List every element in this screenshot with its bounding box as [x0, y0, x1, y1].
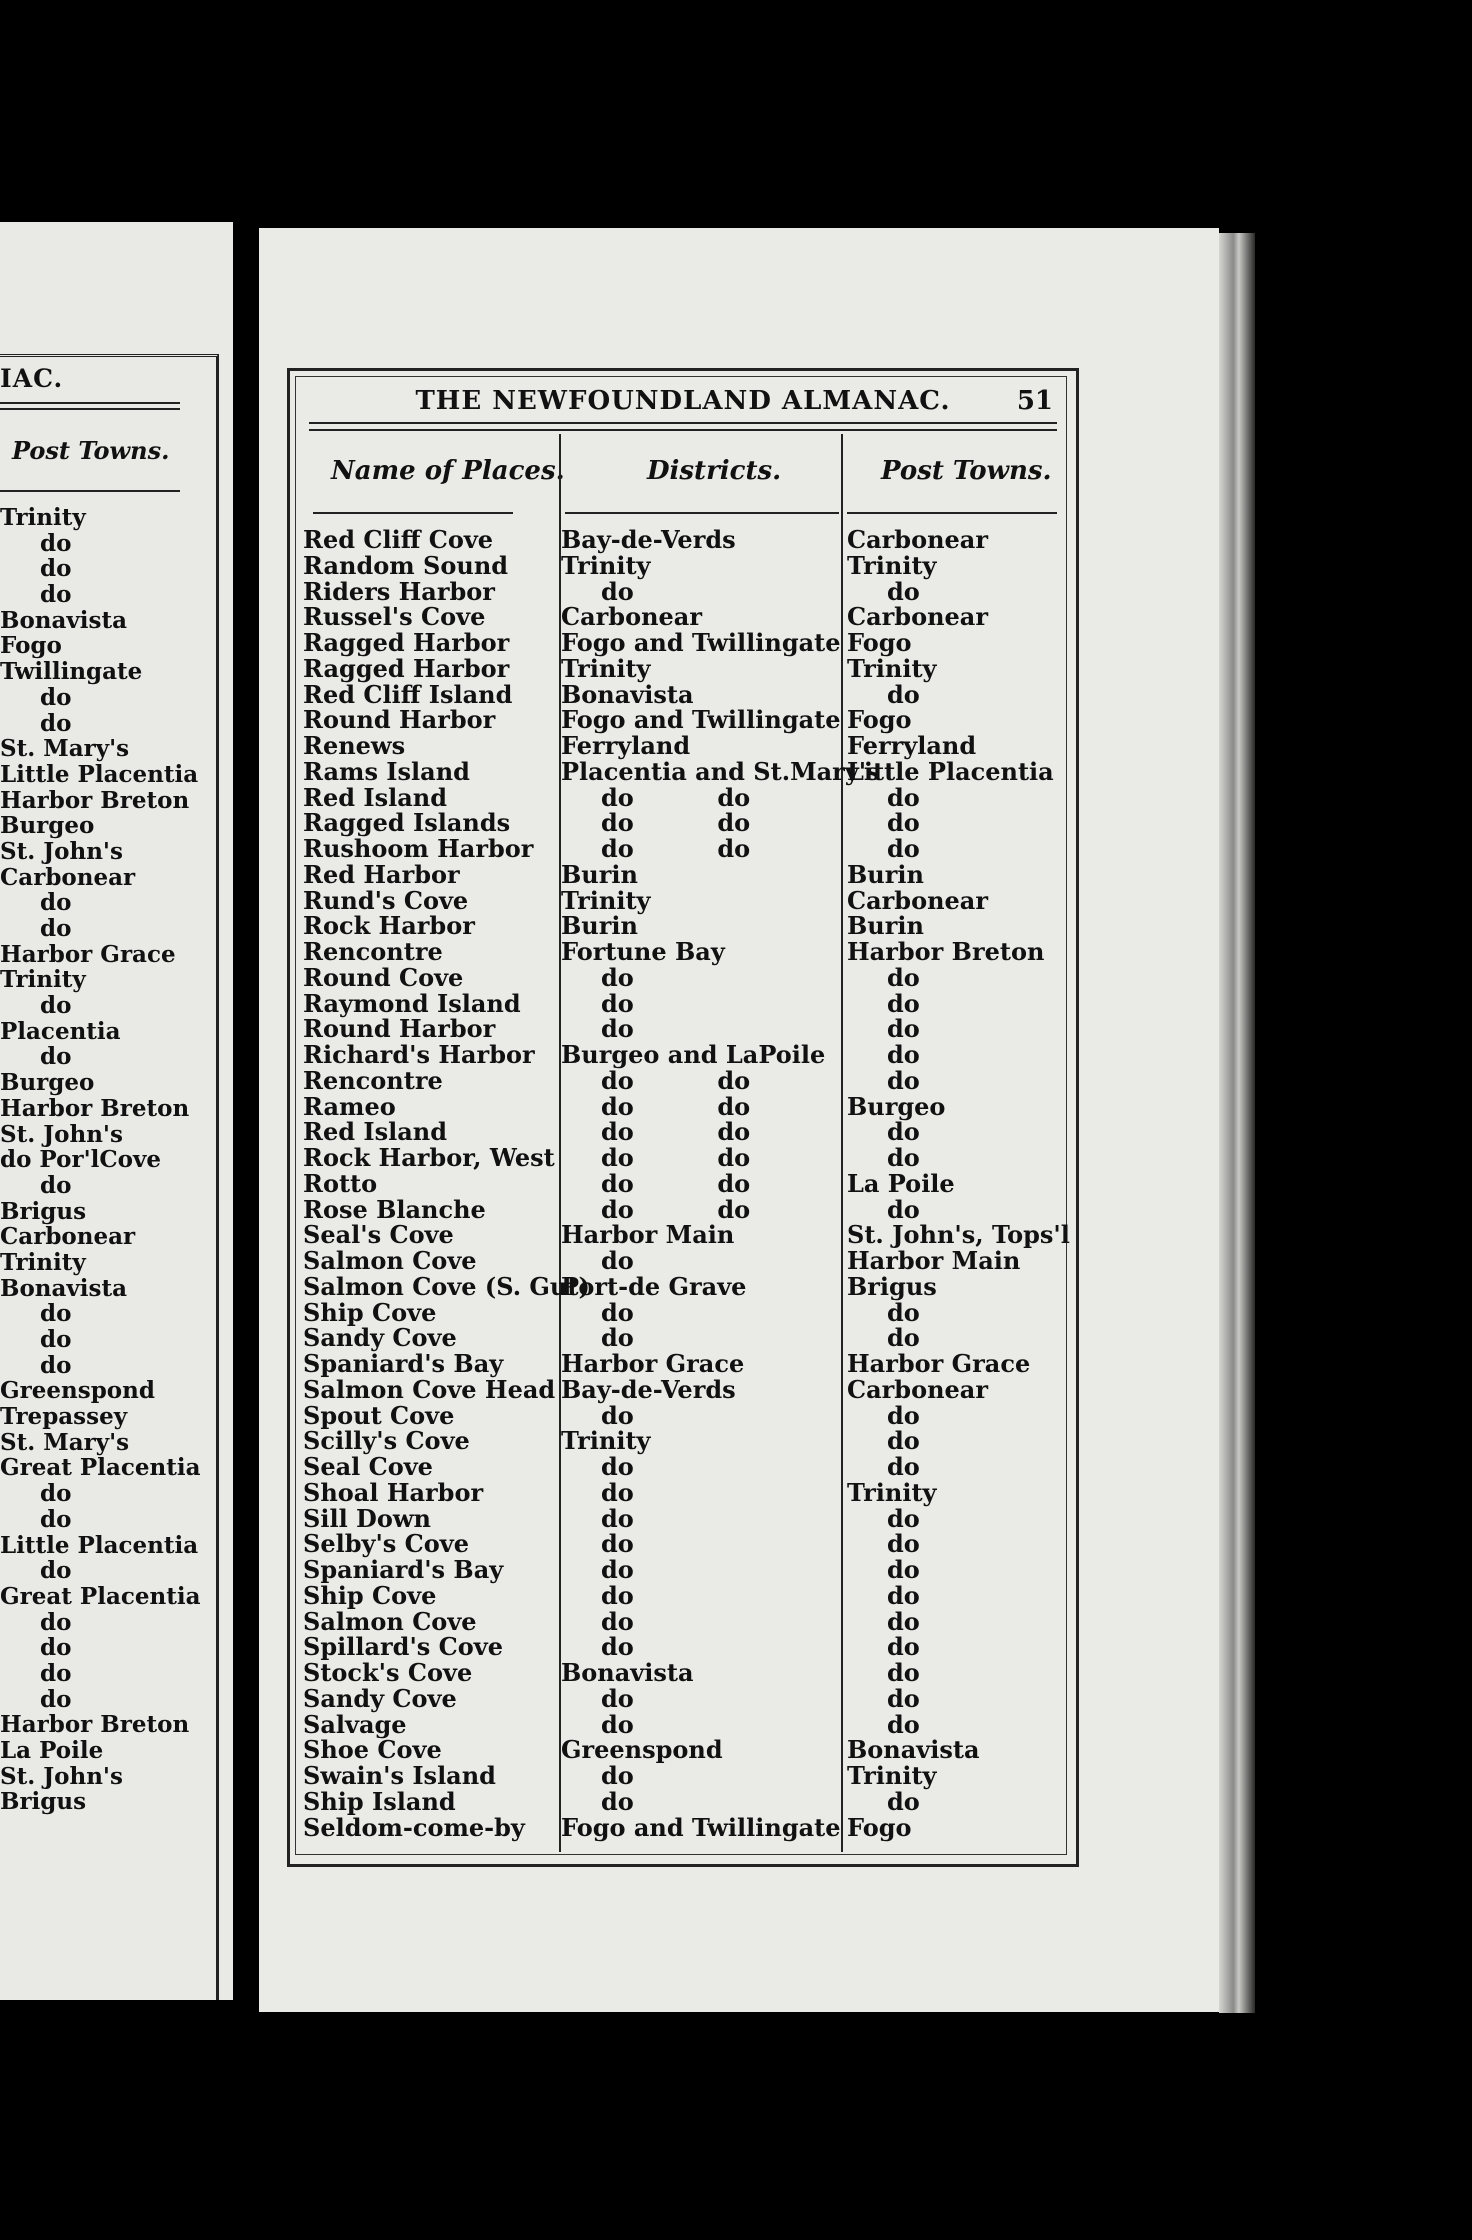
- district-cell: Harbor Grace: [561, 1349, 745, 1378]
- table-row: [303, 939, 1073, 965]
- place-name-cell: Red Island: [303, 1117, 447, 1147]
- post-town-cell: do: [887, 1452, 920, 1481]
- places-table: [303, 527, 1073, 1840]
- previous-page-entry: Harbor Breton: [0, 1711, 190, 1739]
- district-cell: do: [601, 1786, 634, 1816]
- previous-page-entry: do: [40, 1351, 72, 1379]
- previous-page-running-head: IAC.: [0, 364, 64, 393]
- post-town-cell: do: [887, 1400, 920, 1430]
- place-name-cell: Random Sound: [303, 550, 509, 580]
- previous-page-entry: Burgeo: [0, 812, 95, 840]
- district-cell: do: [601, 1683, 634, 1713]
- district-cell: Bonavista: [561, 1658, 694, 1687]
- place-name-cell: Ship Island: [303, 1786, 456, 1816]
- table-row: [303, 527, 1073, 553]
- post-town-cell: St. John's, Tops'l: [847, 1220, 1070, 1250]
- previous-page-entry: do: [40, 1043, 72, 1071]
- district-cell: Bay-de-Verds: [561, 1374, 736, 1404]
- district-cell: do: [601, 576, 634, 606]
- table-row: [303, 604, 1073, 630]
- table-row: [303, 1168, 1073, 1198]
- place-name-cell: Rock Harbor: [303, 911, 475, 941]
- table-row: [303, 1580, 1073, 1610]
- table-row: [303, 810, 1073, 836]
- place-name-cell: Rock Harbor, West: [303, 1143, 555, 1172]
- previous-page-entry: St. Mary's: [0, 1428, 130, 1456]
- post-town-cell: do: [887, 988, 920, 1018]
- post-town-cell: do: [887, 1014, 920, 1044]
- place-name-cell: Round Harbor: [303, 1014, 496, 1044]
- previous-page-entry: Trinity: [0, 966, 86, 994]
- post-town-cell: do: [887, 782, 920, 812]
- district-cell: do: [601, 1761, 634, 1790]
- place-name-cell: Spaniard's Bay: [303, 1555, 504, 1584]
- post-town-cell: Burgeo: [847, 1091, 946, 1121]
- table-row: [303, 1737, 1073, 1763]
- district-cell: do do: [601, 1143, 751, 1172]
- divider: [313, 512, 513, 514]
- district-cell: do: [601, 1014, 634, 1044]
- running-head: [303, 382, 1063, 422]
- district-cell: do: [601, 1400, 634, 1430]
- previous-page-entry: do: [40, 555, 72, 583]
- place-name-cell: Rams Island: [303, 756, 470, 786]
- post-town-cell: Trinity: [847, 653, 937, 683]
- previous-page-entry: do: [40, 1326, 72, 1353]
- previous-page-entry: Brigus: [0, 1197, 87, 1225]
- table-row: [303, 913, 1073, 939]
- post-town-cell: Harbor Main: [847, 1246, 1021, 1275]
- previous-page-entry: Greenspond: [0, 1377, 155, 1405]
- place-name-cell: Ship Cove: [303, 1297, 437, 1327]
- post-town-cell: do: [887, 962, 920, 992]
- post-town-cell: do: [887, 1683, 920, 1713]
- previous-page-entry: Burgeo: [0, 1069, 95, 1097]
- post-town-cell: Fogo: [847, 1812, 912, 1842]
- previous-page-entry: do: [40, 1557, 72, 1585]
- post-town-cell: do: [887, 1065, 920, 1095]
- table-row: [303, 782, 1073, 812]
- place-name-cell: Salmon Cove Head: [303, 1374, 556, 1404]
- district-cell: do do: [601, 1117, 751, 1147]
- district-cell: do: [601, 1555, 634, 1584]
- post-town-cell: Little Placentia: [847, 756, 1054, 786]
- previous-page-entry: do Por'lCove: [0, 1146, 161, 1174]
- previous-page-entry: Little Placentia: [0, 760, 199, 788]
- place-name-cell: Salmon Cove (S. Gut): [303, 1271, 590, 1301]
- district-cell: do do: [601, 1065, 751, 1095]
- previous-page-entry: Great Placentia: [0, 1582, 201, 1610]
- district-cell: do: [601, 1452, 634, 1481]
- previous-page-entry: do: [40, 1659, 72, 1687]
- previous-page-entry: Carbonear: [0, 1223, 136, 1251]
- table-row: [303, 988, 1073, 1018]
- district-cell: Burin: [561, 859, 638, 889]
- table-row: [303, 1065, 1073, 1095]
- district-cell: Burin: [561, 911, 638, 941]
- table-row: [303, 653, 1073, 683]
- district-cell: do: [601, 1632, 634, 1662]
- district-cell: Greenspond: [561, 1735, 723, 1765]
- place-name-cell: Selby's Cove: [303, 1529, 469, 1559]
- district-cell: do do: [601, 782, 751, 812]
- place-name-cell: Rotto: [303, 1168, 378, 1198]
- post-town-cell: Bonavista: [847, 1735, 980, 1765]
- previous-page-entry: St. John's: [0, 837, 123, 865]
- place-name-cell: Rencontre: [303, 1065, 443, 1095]
- post-town-cell: do: [887, 1117, 920, 1147]
- divider: [0, 402, 180, 404]
- table-row: [303, 576, 1073, 606]
- district-cell: do: [601, 1529, 634, 1559]
- district-cell: do: [601, 1297, 634, 1327]
- post-town-cell: Carbonear: [847, 885, 988, 915]
- table-row: [303, 630, 1073, 656]
- previous-page-entry: Trinity: [0, 1248, 86, 1276]
- previous-page-entry: Placentia: [0, 1017, 121, 1045]
- table-row: [303, 1454, 1073, 1480]
- previous-page-entry: Twillingate: [0, 658, 143, 686]
- table-row: [303, 1428, 1073, 1454]
- post-town-cell: do: [887, 1426, 920, 1456]
- district-cell: do: [601, 1477, 634, 1507]
- post-town-cell: Harbor Grace: [847, 1349, 1031, 1378]
- post-town-cell: do: [887, 1040, 920, 1069]
- district-cell: do do: [601, 1091, 751, 1121]
- table-row: [303, 1248, 1073, 1274]
- table-row: [303, 1763, 1073, 1789]
- place-name-cell: Shoe Cove: [303, 1735, 442, 1765]
- previous-page-entry: do: [40, 915, 72, 942]
- district-cell: Bay-de-Verds: [561, 525, 736, 554]
- district-cell: do do: [601, 1194, 751, 1224]
- post-town-cell: Trinity: [847, 550, 937, 580]
- district-cell: do: [601, 1606, 634, 1636]
- district-cell: do: [601, 1503, 634, 1533]
- previous-page-entry: do: [40, 709, 72, 737]
- district-cell: Port-de Grave: [561, 1271, 747, 1301]
- post-town-cell: do: [887, 834, 920, 863]
- previous-page-entry: St. John's: [0, 1762, 123, 1790]
- previous-page-entry: do: [40, 683, 72, 711]
- table-row: [303, 1812, 1073, 1842]
- place-name-cell: Red Island: [303, 782, 447, 812]
- district-cell: Ferryland: [561, 731, 691, 760]
- previous-page-entry: do: [40, 1608, 72, 1636]
- post-town-cell: Carbonear: [847, 1374, 988, 1404]
- place-name-cell: Spillard's Cove: [303, 1632, 503, 1662]
- place-name-cell: Salvage: [303, 1709, 407, 1739]
- place-name-cell: Ragged Harbor: [303, 628, 510, 657]
- previous-page-entry: Carbonear: [0, 863, 136, 891]
- previous-page-entry: Harbor Grace: [0, 940, 176, 968]
- district-cell: do: [601, 962, 634, 992]
- post-town-cell: Trinity: [847, 1477, 937, 1507]
- table-row: [303, 1145, 1073, 1171]
- post-town-cell: do: [887, 1323, 920, 1353]
- table-row: [303, 962, 1073, 992]
- previous-page-entry: Bonavista: [0, 1274, 127, 1302]
- table-row: [303, 1606, 1073, 1636]
- previous-page-entry: Brigus: [0, 1788, 87, 1816]
- district-cell: do: [601, 1709, 634, 1739]
- place-name-cell: Scilly's Cove: [303, 1426, 470, 1456]
- column-heading-districts: Districts.: [647, 456, 782, 486]
- post-town-cell: Fogo: [847, 705, 912, 735]
- table-row: [303, 1222, 1073, 1248]
- place-name-cell: Round Harbor: [303, 705, 496, 735]
- page-edges: [1219, 233, 1255, 2013]
- previous-page-entry: Trepassey: [0, 1403, 128, 1431]
- place-name-cell: Rose Blanche: [303, 1194, 486, 1224]
- place-name-cell: Red Cliff Cove: [303, 525, 494, 554]
- district-cell: do: [601, 988, 634, 1018]
- previous-page-entry: do: [40, 889, 72, 917]
- table-row: [303, 550, 1073, 580]
- previous-page-entry: do: [40, 1480, 72, 1508]
- place-name-cell: Sandy Cove: [303, 1323, 457, 1353]
- divider: [847, 512, 1057, 514]
- table-row: [303, 1400, 1073, 1430]
- previous-page-entry: do: [40, 1171, 72, 1199]
- post-town-cell: do: [887, 1503, 920, 1533]
- place-name-cell: Russel's Cove: [303, 602, 486, 632]
- district-cell: Trinity: [561, 550, 651, 580]
- post-town-cell: do: [887, 1529, 920, 1559]
- post-town-cell: do: [887, 1786, 920, 1816]
- place-name-cell: Raymond Island: [303, 988, 521, 1018]
- district-cell: Trinity: [561, 885, 651, 915]
- previous-page: [0, 222, 233, 2000]
- table-row: [303, 1016, 1073, 1042]
- place-name-cell: Salmon Cove: [303, 1606, 477, 1636]
- table-row: [303, 1660, 1073, 1686]
- previous-page-entry: Great Placentia: [0, 1454, 201, 1482]
- place-name-cell: Richard's Harbor: [303, 1040, 535, 1069]
- table-row: [303, 1683, 1073, 1713]
- table-row: [303, 1194, 1073, 1224]
- previous-page-entry: do: [40, 1505, 72, 1533]
- place-name-cell: Spaniard's Bay: [303, 1349, 504, 1378]
- place-name-cell: Seldom-come-by: [303, 1812, 525, 1842]
- table-row: [303, 1634, 1073, 1660]
- table-row: [303, 1503, 1073, 1533]
- previous-page-entry: do: [40, 1300, 72, 1328]
- place-name-cell: Red Cliff Island: [303, 679, 513, 709]
- place-name-cell: Round Cove: [303, 962, 464, 992]
- previous-page-entry: Little Placentia: [0, 1531, 199, 1559]
- district-cell: do do: [601, 808, 751, 838]
- table-row: [303, 1374, 1073, 1404]
- post-town-cell: do: [887, 1297, 920, 1327]
- table-row: [303, 1297, 1073, 1327]
- running-title: THE NEWFOUNDLAND ALMANAC.: [415, 386, 951, 416]
- previous-page-entry: St. John's: [0, 1120, 123, 1148]
- previous-page-entry: St. Mary's: [0, 735, 130, 763]
- previous-page-entry: do: [40, 1685, 72, 1713]
- post-town-cell: Burin: [847, 859, 924, 889]
- post-town-cell: do: [887, 1709, 920, 1739]
- page-number: 51: [1016, 386, 1053, 416]
- place-name-cell: Ship Cove: [303, 1580, 437, 1610]
- table-row: [303, 1531, 1073, 1557]
- post-town-cell: do: [887, 1555, 920, 1584]
- place-name-cell: Rund's Cove: [303, 885, 469, 915]
- post-town-cell: Brigus: [847, 1271, 937, 1301]
- table-row: [303, 1042, 1073, 1068]
- place-name-cell: Red Harbor: [303, 859, 460, 889]
- previous-page-entry: Trinity: [0, 504, 86, 531]
- table-row: [303, 1351, 1073, 1377]
- post-town-cell: do: [887, 576, 920, 606]
- previous-page-entry: do: [40, 992, 72, 1020]
- previous-page-entry: Fogo: [0, 632, 62, 660]
- table-row: [303, 756, 1073, 786]
- post-town-cell: do: [887, 1580, 920, 1610]
- previous-page-entry: do: [40, 1634, 72, 1662]
- post-town-cell: do: [887, 1658, 920, 1687]
- table-row: [303, 1709, 1073, 1739]
- previous-page-entry: La Poile: [0, 1737, 104, 1764]
- place-name-cell: Renews: [303, 731, 406, 760]
- page: [259, 228, 1219, 2012]
- table-row: [303, 1786, 1073, 1816]
- district-cell: Placentia and St.Mary's: [561, 756, 880, 786]
- post-town-cell: do: [887, 1143, 920, 1172]
- district-cell: do do: [601, 1168, 751, 1198]
- place-name-cell: Stock's Cove: [303, 1658, 473, 1687]
- previous-page-entry: Bonavista: [0, 606, 127, 634]
- table-row: [303, 836, 1073, 862]
- district-cell: Carbonear: [561, 602, 702, 632]
- table-row: [303, 1325, 1073, 1351]
- previous-page-column-heading: Post Towns.: [12, 436, 170, 465]
- place-name-cell: Ragged Harbor: [303, 653, 510, 683]
- previous-page-entry: do: [40, 529, 72, 557]
- post-town-cell: do: [887, 808, 920, 838]
- post-town-cell: Burin: [847, 911, 924, 941]
- district-cell: Fortune Bay: [561, 937, 725, 966]
- place-name-cell: Rencontre: [303, 937, 443, 966]
- post-town-cell: La Poile: [847, 1168, 955, 1198]
- post-town-cell: do: [887, 1606, 920, 1636]
- district-cell: Harbor Main: [561, 1220, 735, 1250]
- post-town-cell: do: [887, 1632, 920, 1662]
- district-cell: do: [601, 1580, 634, 1610]
- place-name-cell: Sandy Cove: [303, 1683, 457, 1713]
- previous-page-entry: do: [40, 581, 72, 609]
- column-heading-places: Name of Places.: [331, 456, 565, 486]
- post-town-cell: Trinity: [847, 1761, 937, 1790]
- place-name-cell: Sill Down: [303, 1503, 431, 1533]
- district-cell: Trinity: [561, 1426, 651, 1456]
- post-town-cell: do: [887, 679, 920, 709]
- divider: [565, 512, 839, 514]
- district-cell: Fogo and Twillingate: [561, 628, 841, 657]
- table-row: [303, 707, 1073, 733]
- table-row: [303, 1119, 1073, 1145]
- place-name-cell: Ragged Islands: [303, 808, 511, 838]
- district-cell: do: [601, 1323, 634, 1353]
- table-row: [303, 679, 1073, 709]
- column-heading-post-towns: Post Towns.: [881, 456, 1052, 486]
- district-cell: do: [601, 1246, 634, 1275]
- place-name-cell: Spout Cove: [303, 1400, 455, 1430]
- place-name-cell: Seal's Cove: [303, 1220, 454, 1250]
- place-name-cell: Seal Cove: [303, 1452, 433, 1481]
- post-town-cell: Fogo: [847, 628, 912, 657]
- divider: [0, 408, 180, 410]
- post-town-cell: Harbor Breton: [847, 937, 1045, 966]
- place-name-cell: Rushoom Harbor: [303, 834, 534, 863]
- district-cell: Fogo and Twillingate: [561, 1812, 841, 1842]
- previous-page-entry: Harbor Breton: [0, 786, 190, 814]
- previous-page-entry: Harbor Breton: [0, 1094, 190, 1122]
- post-town-cell: Carbonear: [847, 525, 988, 554]
- place-name-cell: Riders Harbor: [303, 576, 495, 606]
- table-row: [303, 733, 1073, 759]
- previous-page-entries: [0, 505, 230, 1815]
- post-town-cell: do: [887, 1194, 920, 1224]
- post-town-cell: Ferryland: [847, 731, 977, 760]
- table-row: [303, 1557, 1073, 1583]
- district-cell: Burgeo and LaPoile: [561, 1040, 826, 1069]
- district-cell: Trinity: [561, 653, 651, 683]
- book-spine: [233, 222, 259, 2002]
- divider: [309, 422, 1057, 424]
- post-town-cell: Carbonear: [847, 602, 988, 632]
- district-cell: Fogo and Twillingate: [561, 705, 841, 735]
- district-cell: do do: [601, 834, 751, 863]
- table-row: [303, 1091, 1073, 1121]
- place-name-cell: Swain's Island: [303, 1761, 496, 1790]
- district-cell: Bonavista: [561, 679, 694, 709]
- table-row: [303, 885, 1073, 915]
- table-row: [303, 859, 1073, 889]
- place-name-cell: Salmon Cove: [303, 1246, 477, 1275]
- place-name-cell: Rameo: [303, 1091, 396, 1121]
- table-row: [303, 1477, 1073, 1507]
- divider: [309, 429, 1057, 431]
- divider: [0, 490, 180, 492]
- place-name-cell: Shoal Harbor: [303, 1477, 484, 1507]
- table-row: [303, 1271, 1073, 1301]
